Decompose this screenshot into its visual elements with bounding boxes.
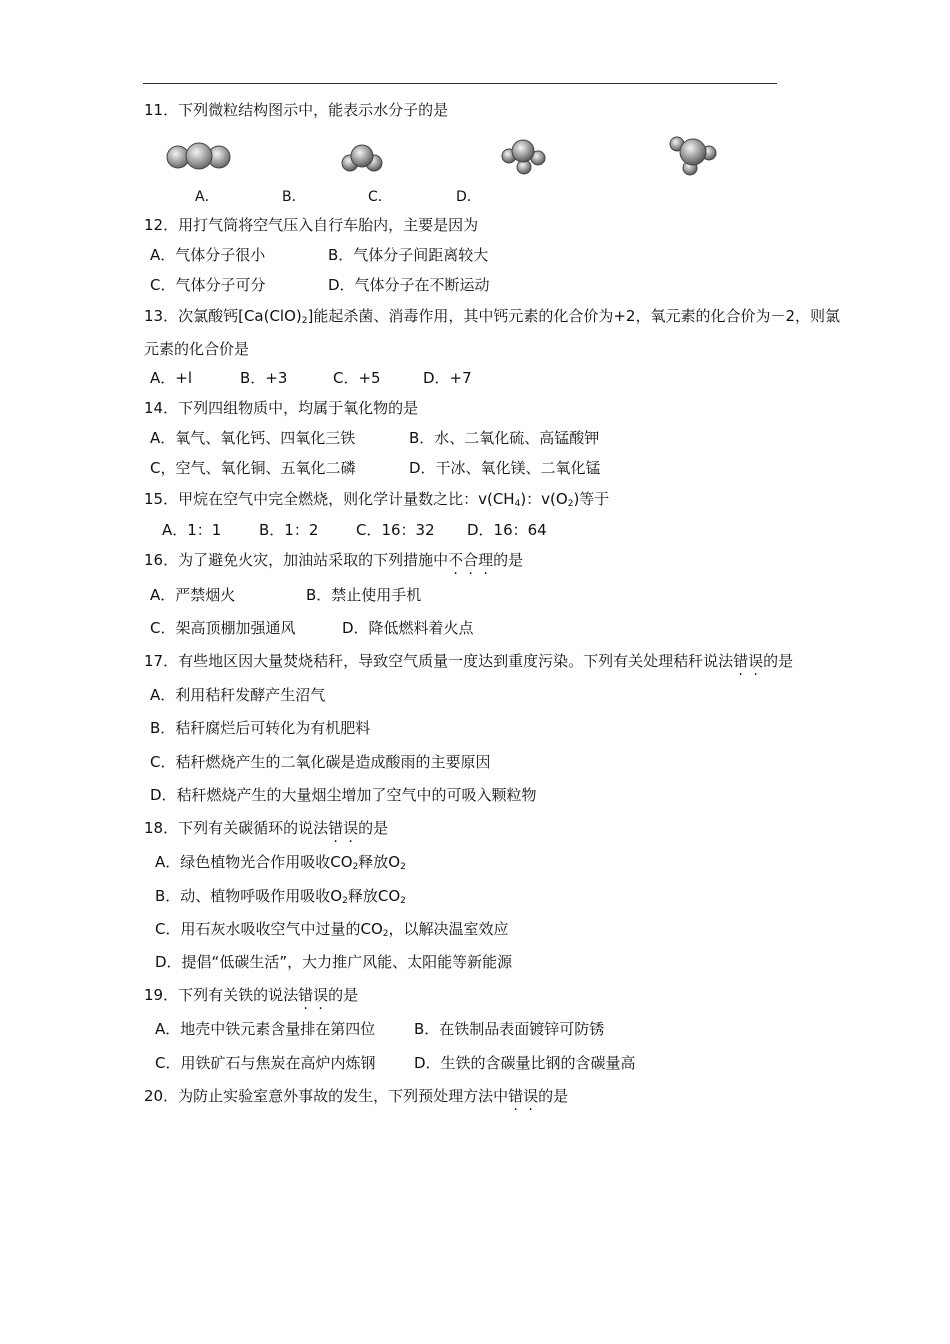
q15-option-b: B．1：2	[259, 521, 319, 539]
q13-option-d: D．+7	[423, 369, 472, 387]
q19-option-b: B．在铁制品表面镀锌可防锈	[414, 1020, 605, 1038]
q11-label-b: B．	[282, 189, 306, 205]
q17-option-a: A．利用秸秆发酵产生沼气	[150, 686, 326, 704]
q13-option-b: B．+3	[240, 369, 288, 387]
q14-option-a: A．氧气、氧化钙、四氧化三铁	[150, 429, 356, 447]
molecule-b-image	[338, 140, 388, 174]
molecule-a-image	[162, 140, 236, 174]
q15-option-c: C．16：32	[356, 521, 435, 539]
question-16: 16．为了避免火灾，加油站采取的下列措施中不合理的是	[144, 551, 524, 569]
question-20: 20．为防止实验室意外事故的发生，下列预处理方法中错误的是	[144, 1087, 569, 1105]
q18-option-b: B．动、植物呼吸作用吸收$O_2$释放$CO_2$	[155, 887, 406, 906]
q13-option-a: A．+l	[150, 369, 192, 387]
q15-option-a: A．1：1	[162, 521, 222, 539]
q16-option-d: D．降低燃料着火点	[342, 619, 474, 637]
header-rule	[143, 83, 777, 84]
question-14: 14．下列四组物质中，均属于氧化物的是	[144, 399, 419, 417]
q17-option-b: B．秸秆腐烂后可转化为有机肥料	[150, 719, 371, 737]
q19-option-c: C．用铁矿石与焦炭在高炉内炼钢	[155, 1054, 376, 1072]
question-13-cont: 元素的化合价是	[144, 340, 250, 358]
q18-option-c: C．用石灰水吸收空气中过量的$CO_2$，以解决温室效应	[155, 920, 509, 939]
q13-option-c: C．+5	[333, 369, 381, 387]
q12-option-b: B．气体分子间距离较大	[328, 246, 489, 264]
q17-option-d: D．秸秆燃烧产生的大量烟尘增加了空气中的可吸入颗粒物	[150, 786, 537, 804]
q19-option-d: D．生铁的含碳量比钢的含碳量高	[414, 1054, 636, 1072]
question-18: 18．下列有关碳循环的说法错误的是	[144, 819, 389, 837]
q11-label-d: D．	[456, 189, 481, 205]
q11-label-a: A．	[195, 189, 219, 205]
q14-option-c: C，空气、氧化铜、五氧化二磷	[150, 459, 356, 477]
question-13: 13．次氯酸钙$[Ca(ClO)_2]$能起杀菌、消毒作用，其中钙元素的化合价为+2，氧元素的化合价为－2，则氯	[144, 307, 841, 326]
molecule-c-image	[500, 136, 550, 176]
q12-option-c: C．气体分子可分	[150, 276, 266, 294]
q15-option-d: D．16：64	[467, 521, 547, 539]
q14-option-d: D．干冰、氧化镁、二氧化锰	[409, 459, 601, 477]
question-12: 12．用打气筒将空气压入自行车胎内，主要是因为	[144, 216, 479, 234]
q16-option-a: A．严禁烟火	[150, 586, 236, 604]
q12-option-d: D．气体分子在不断运动	[328, 276, 490, 294]
question-15: 15．甲烷在空气中完全燃烧，则化学计量数之比：$v(CH_4)$：$v(O_2)$等于	[144, 490, 610, 509]
question-19: 19．下列有关铁的说法错误的是	[144, 986, 359, 1004]
q14-option-b: B．水、二氧化硫、高锰酸钾	[409, 429, 600, 447]
q19-option-a: A．地壳中铁元素含量排在第四位	[155, 1020, 376, 1038]
q18-option-a: A．绿色植物光合作用吸收$CO_2$释放$O_2$	[155, 853, 406, 872]
q17-option-c: C．秸秆燃烧产生的二氧化碳是造成酸雨的主要原因	[150, 753, 491, 771]
q12-option-a: A．气体分子很小	[150, 246, 266, 264]
molecule-d-image	[666, 134, 720, 176]
question-11: 11．下列微粒结构图示中，能表示水分子的是	[144, 101, 449, 119]
q11-label-c: C．	[368, 189, 392, 205]
question-17: 17．有些地区因大量焚烧秸秆，导致空气质量一度达到重度污染。下列有关处理秸秆说法错误的是	[144, 652, 794, 670]
q16-option-c: C．架高顶棚加强通风	[150, 619, 296, 637]
q16-option-b: B．禁止使用手机	[306, 586, 422, 604]
q18-option-d: D．提倡“低碳生活”，大力推广风能、太阳能等新能源	[155, 953, 513, 971]
